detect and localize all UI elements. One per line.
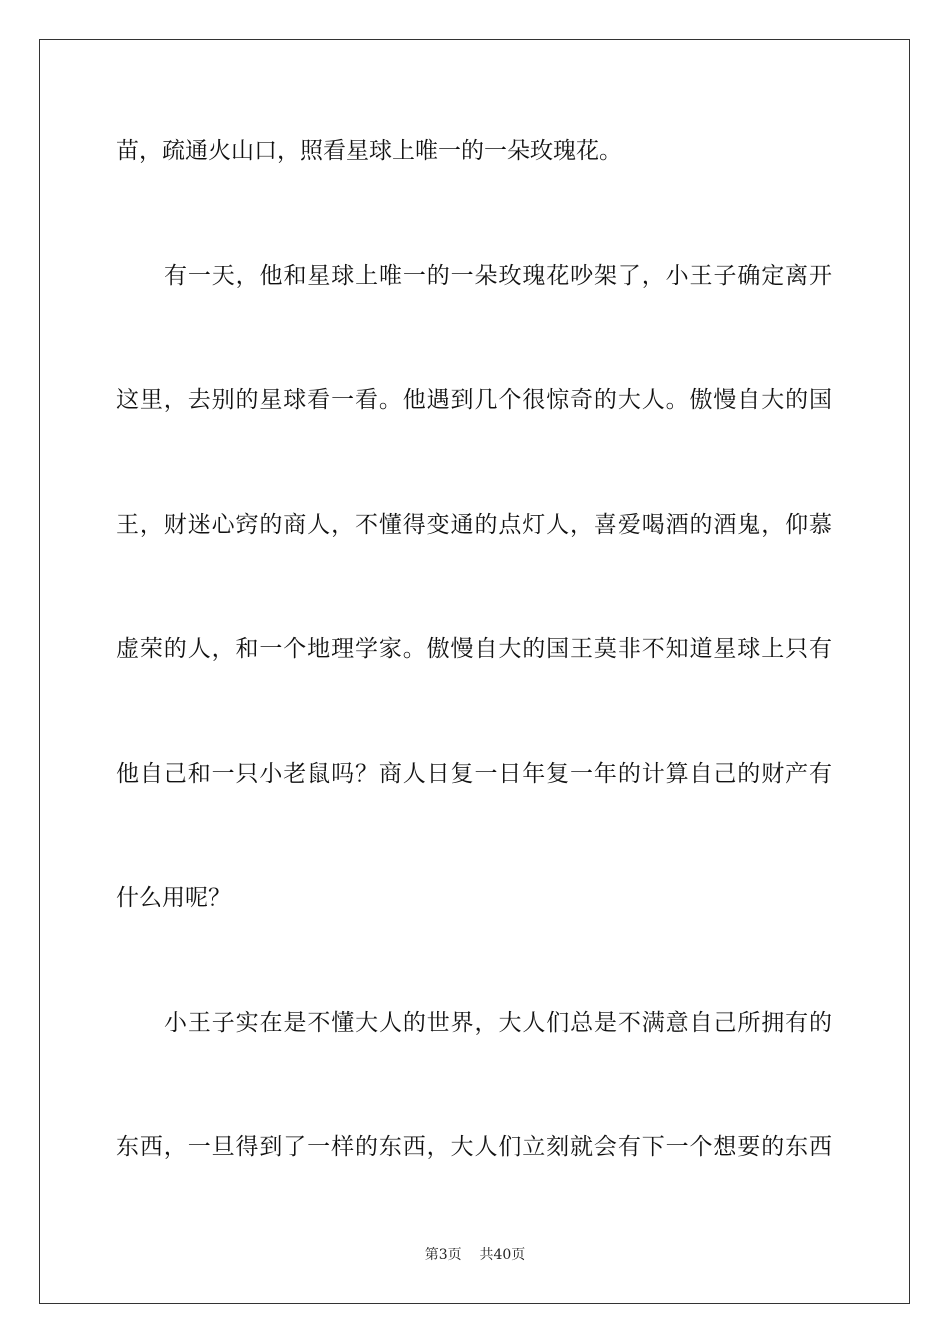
text-line: 他自己和一只小老鼠吗？商人日复一日年复一年的计算自己的财产有 bbox=[116, 761, 832, 787]
text-line: 这里，去别的星球看一看。他遇到几个很惊奇的大人。傲慢自大的国 bbox=[116, 387, 832, 413]
text-line: 东西，一旦得到了一样的东西，大人们立刻就会有下一个想要的东西 bbox=[116, 1134, 832, 1160]
text-line: 王，财迷心窍的商人，不懂得变通的点灯人，喜爱喝酒的酒鬼，仰慕 bbox=[116, 512, 832, 538]
text-line: 什么用呢？ bbox=[116, 885, 231, 911]
page-number: 第3页 共40页 bbox=[424, 1247, 526, 1263]
text-line: 小王子实在是不懂大人的世界，大人们总是不满意自己所拥有的 bbox=[164, 1010, 832, 1036]
text-line: 虚荣的人，和一个地理学家。傲慢自大的国王莫非不知道星球上只有 bbox=[116, 636, 832, 662]
text-line: 有一天，他和星球上唯一的一朵玫瑰花吵架了，小王子确定离开 bbox=[164, 263, 832, 289]
text-line: 苗，疏通火山口，照看星球上唯一的一朵玫瑰花。 bbox=[116, 138, 622, 164]
page-border bbox=[39, 39, 910, 1304]
